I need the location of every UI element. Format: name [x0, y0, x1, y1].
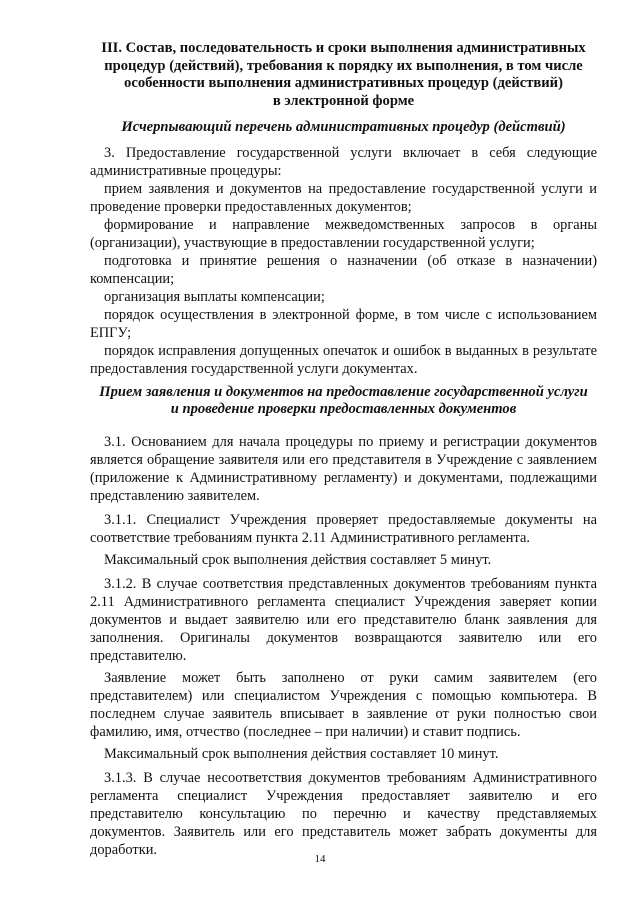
- section-heading-line-4: в электронной форме: [272, 92, 415, 109]
- reception-title: [90, 384, 597, 419]
- procedure-item-1: прием заявления и документов на предоставление государственной услуги и проведение проверки предоставленных документов;: [90, 180, 597, 215]
- paragraph-3-1-2-time: Максимальный срок выполнения действия составляет 10 минут.: [104, 745, 499, 762]
- section-heading: [90, 40, 597, 110]
- paragraph-3-1-1-time: Максимальный срок выполнения действия составляет 5 минут.: [104, 551, 492, 568]
- paragraph-3-1-3: 3.1.3. В случае несоответствия документов требованиям Административного регламента специалист Учреждения предоставляет заявителю и его представителю консультацию по перечню и качеству представляемых документов. Заявитель или его представитель может забрать документы для доработки.: [90, 769, 597, 858]
- page-number: 14: [314, 853, 326, 865]
- procedure-item-2: формирование и направление межведомственных запросов в органы (организации), участвующие в предоставлении государственной услуги;: [90, 216, 597, 251]
- procedure-item-4: организация выплаты компенсации;: [104, 288, 325, 305]
- paragraph-3-1-1: 3.1.1. Специалист Учреждения проверяет предоставляемые документы на соответствие требованиям пункта 2.11 Административного регламента.: [90, 511, 597, 546]
- paragraph-3-1-2-fill: Заявление может быть заполнено от руки самим заявителем (его представителем) или специалистом Учреждения с помощью компьютера. В последнем случае заявитель вписывает в заявление от руки полностью свои фамилию, имя, отчество (последнее – при наличии) и ставит подпись.: [90, 669, 597, 740]
- exhaustive-list-title: Исчерпывающий перечень административных процедур (действий): [121, 119, 566, 135]
- section-heading-line-2: процедур (действий), требования к порядку их выполнения, в том числе: [104, 57, 583, 74]
- paragraph-3-1-2: 3.1.2. В случае соответствия представленных документов требованиям пункта 2.11 Административного регламента специалист Учреждения заверяет копии документов и выдает заявителю или его представителю бланк заявления для заполнения. Оригиналы документов возвращаются заявителю или его представителю.: [90, 575, 597, 664]
- document-page: [90, 40, 597, 859]
- procedure-item-5: порядок осуществления в электронной форме, в том числе с использованием ЕПГУ;: [90, 306, 597, 341]
- section-heading-line-3: особенности выполнения административных процедур (действий): [124, 75, 563, 91]
- procedure-item-6: порядок исправления допущенных опечаток и ошибок в выданных в результате предоставления государственной услуги документах.: [90, 342, 597, 377]
- paragraph-3-1: 3.1. Основанием для начала процедуры по приему и регистрации документов является обращение заявителя или его представителя в Учреждение с заявлением (приложение к Административному регламенту) и документами, подлежащими представлению заявителем.: [90, 433, 597, 504]
- section-heading-line-1: III. Состав, последовательность и сроки выполнения административных: [101, 40, 586, 56]
- reception-title-line-1: Прием заявления и документов на предоставление государственной услуги: [99, 383, 588, 400]
- reception-title-line-2: и проведение проверки предоставленных документов: [170, 401, 517, 417]
- procedures-intro: 3. Предоставление государственной услуги включает в себя следующие административные процедуры:: [90, 144, 597, 179]
- procedure-item-3: подготовка и принятие решения о назначении (об отказе в назначении) компенсации;: [90, 252, 597, 287]
